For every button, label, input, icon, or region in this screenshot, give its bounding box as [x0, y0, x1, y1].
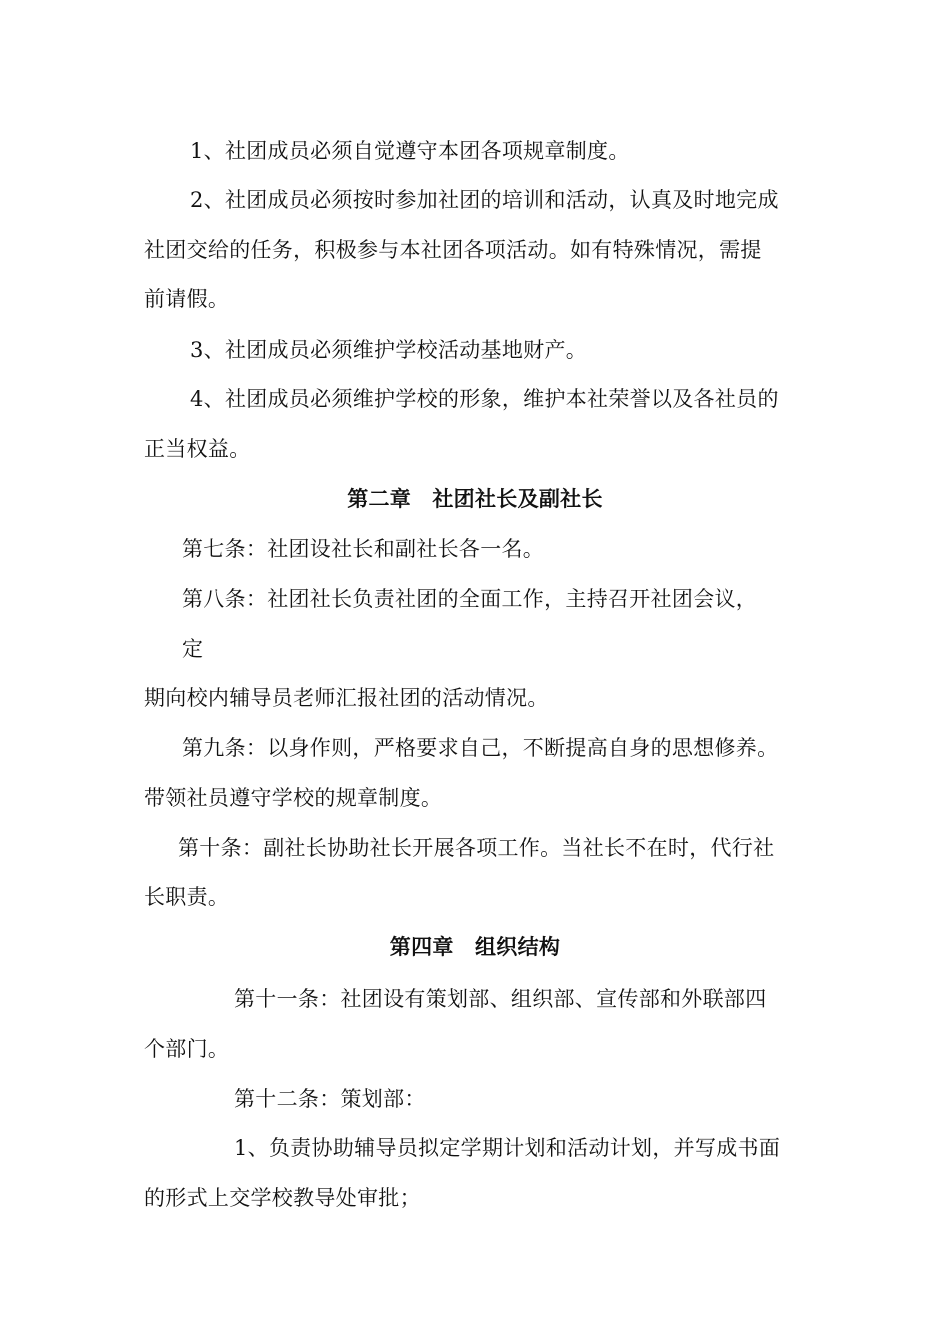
rule-item-2-line-1: 2、社团成员必须按时参加社团的培训和活动，认真及时地完成 — [190, 188, 779, 212]
article-12: 第十二条：策划部： — [234, 1087, 426, 1111]
article-10-line-1: 第十条：副社长协助社长开展各项工作。当社长不在时，代行社 — [178, 836, 775, 860]
rule-item-4-line-1: 4、社团成员必须维护学校的形象，维护本社荣誉以及各社员的 — [190, 387, 779, 411]
article-11-line-2: 个部门。 — [144, 1037, 230, 1061]
article-7: 第七条：社团设社长和副社长各一名。 — [182, 537, 545, 561]
article-8-line-3: 期向校内辅导员老师汇报社团的活动情况。 — [144, 686, 549, 710]
article-11-line-1: 第十一条：社团设有策划部、组织部、宣传部和外联部四 — [234, 987, 767, 1011]
rule-item-3: 3、社团成员必须维护学校活动基地财产。 — [190, 338, 588, 362]
article-9-line-2: 带领社员遵守学校的规章制度。 — [144, 786, 443, 810]
article-8-line-2: 定 — [182, 637, 204, 661]
article-9-line-1: 第九条：以身作则，严格要求自己，不断提高自身的思想修养。 — [182, 736, 779, 760]
article-8-line-1: 第八条：社团社长负责社团的全面工作，主持召开社团会议， — [182, 587, 758, 611]
planning-item-1-line-1: 1、负责协助辅导员拟定学期计划和活动计划，并写成书面 — [234, 1136, 781, 1160]
chapter-4-heading: 第四章 组织结构 — [389, 934, 561, 959]
chapter-2-heading: 第二章 社团社长及副社长 — [347, 486, 603, 511]
rule-item-2-line-2: 社团交给的任务，积极参与本社团各项活动。如有特殊情况，需提 — [144, 238, 762, 262]
rule-item-2-line-3: 前请假。 — [144, 287, 230, 311]
rule-item-4-line-2: 正当权益。 — [144, 437, 251, 461]
rule-item-1: 1、社团成员必须自觉遵守本团各项规章制度。 — [190, 139, 630, 163]
planning-item-1-line-2: 的形式上交学校教导处审批； — [144, 1186, 421, 1210]
article-10-line-2: 长职责。 — [144, 885, 230, 909]
